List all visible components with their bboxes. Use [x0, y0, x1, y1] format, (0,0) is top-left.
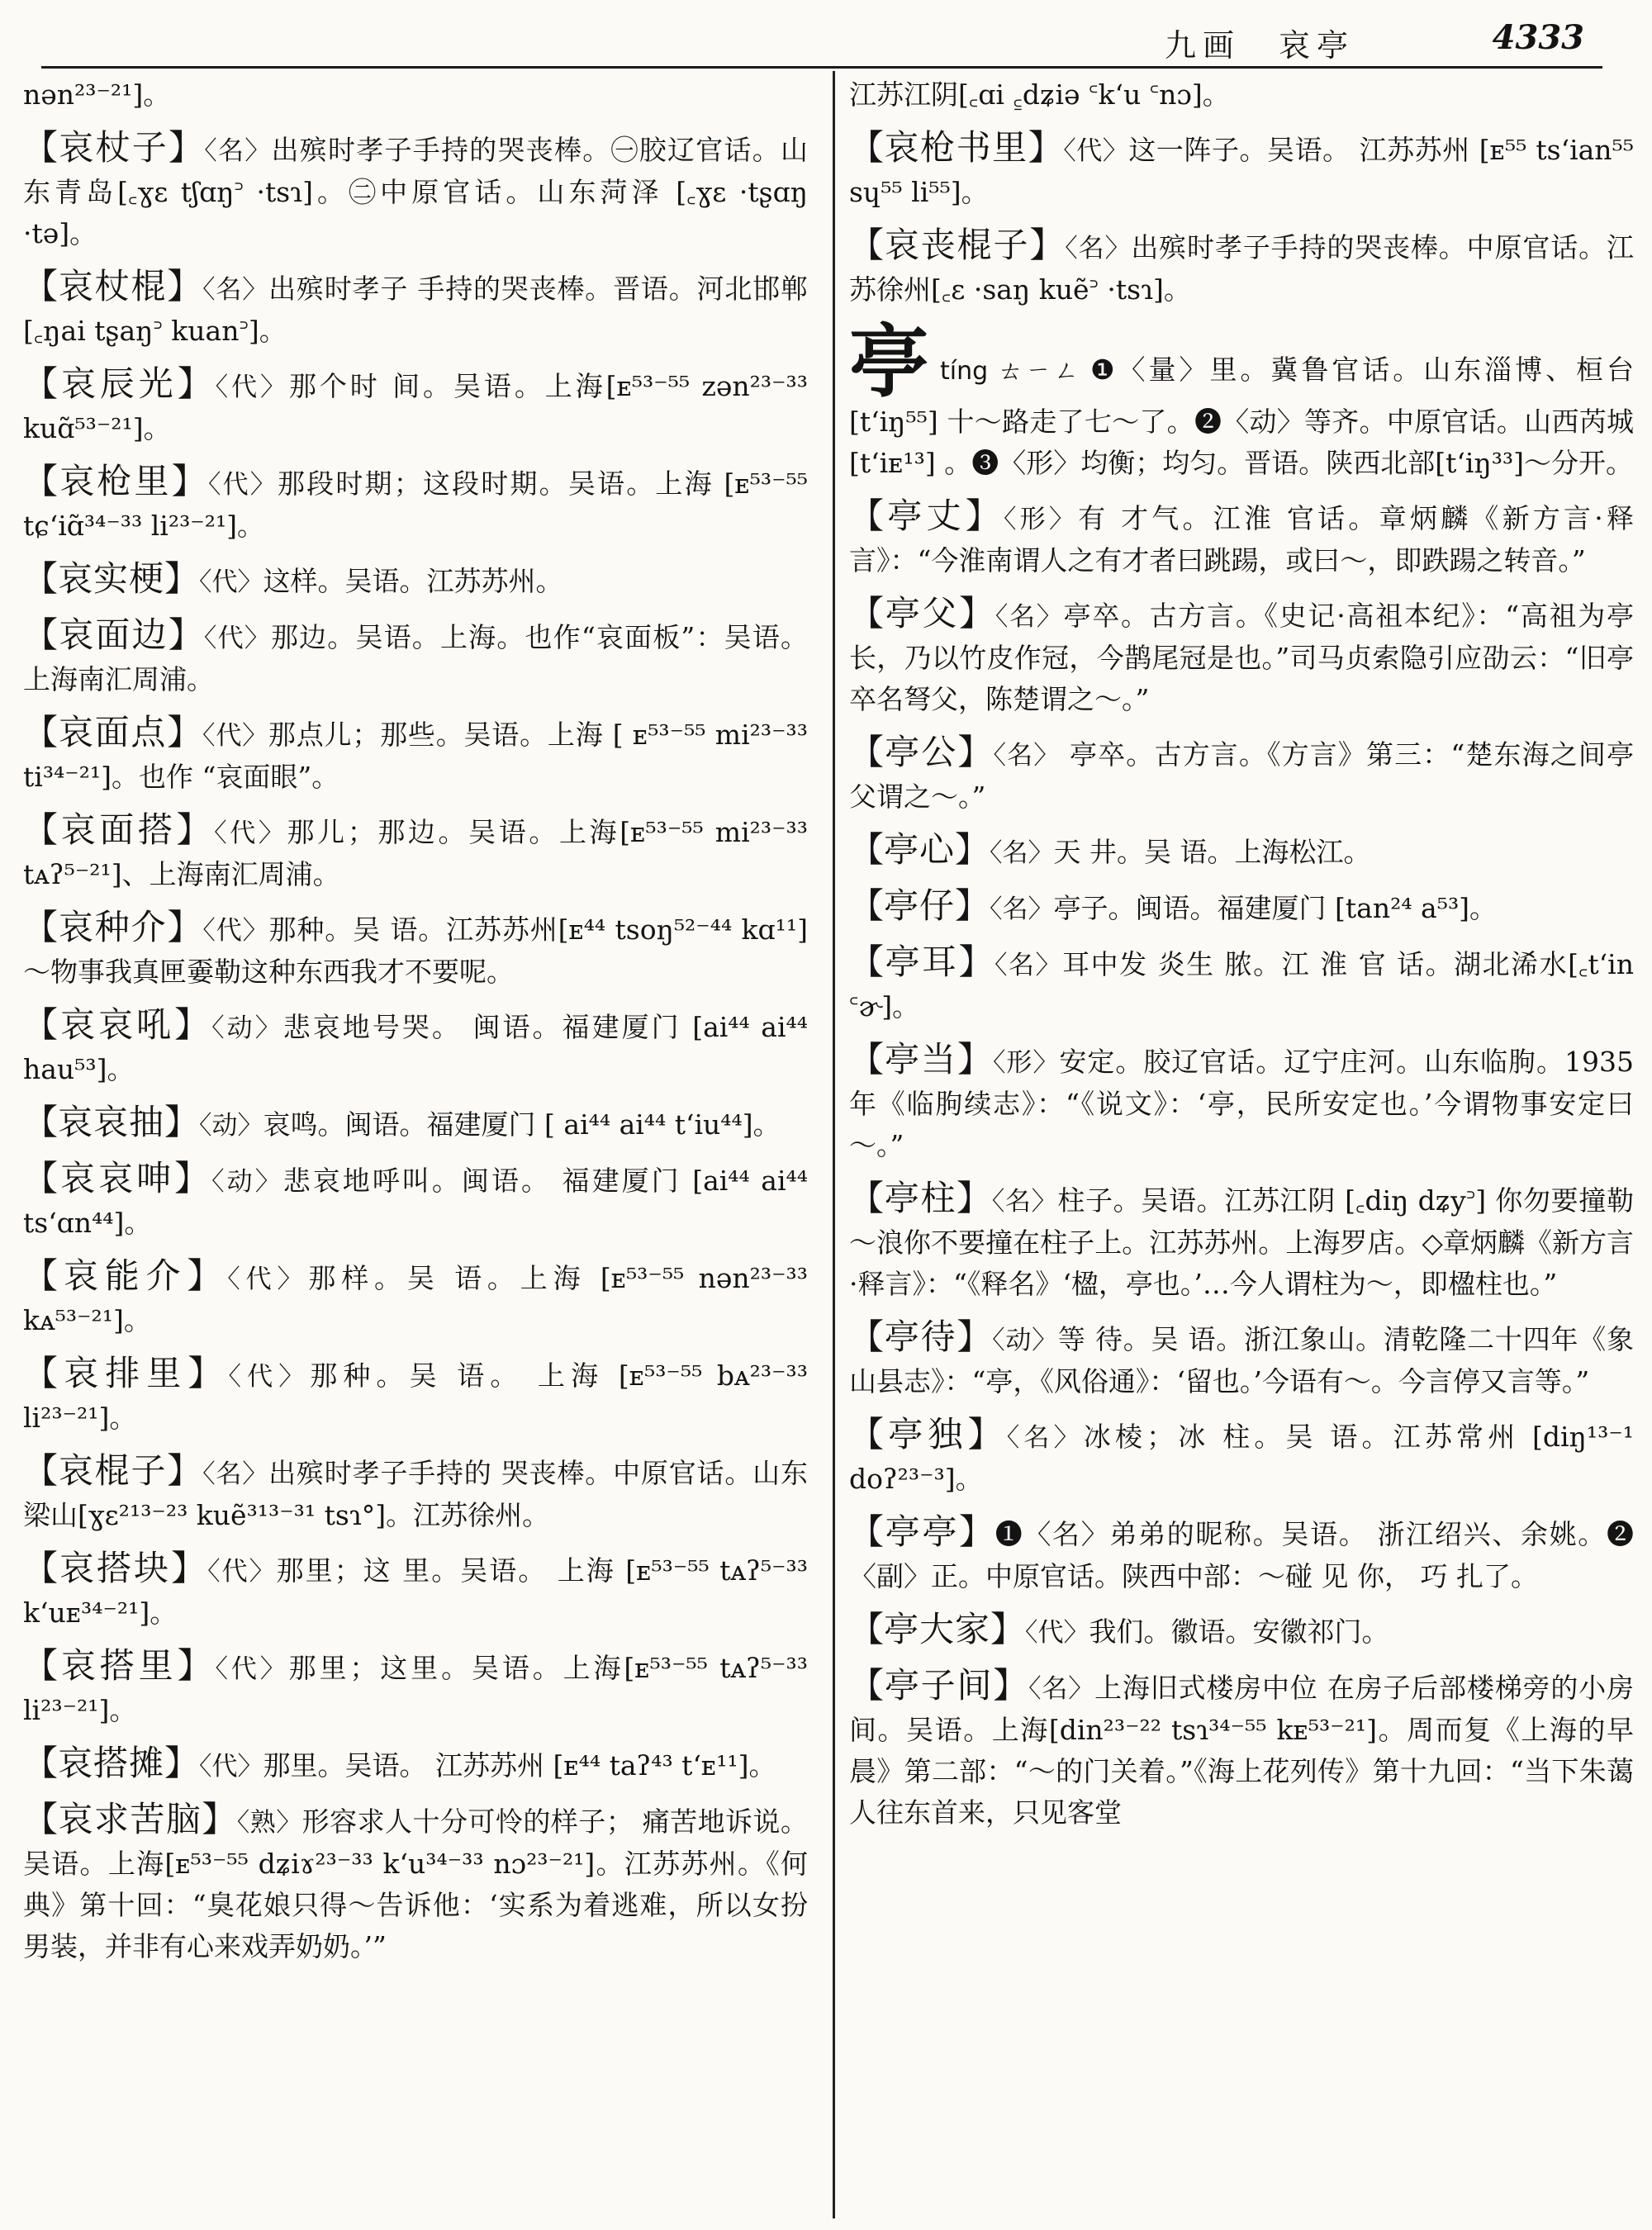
headword: 亭亭 — [885, 1511, 960, 1552]
part-of-speech: 〈名〉 — [995, 602, 1064, 632]
headword: 亭独 — [888, 1414, 968, 1454]
headword: 亭耳 — [885, 942, 959, 982]
head-character-entry — [849, 315, 1635, 484]
dictionary-entry — [23, 809, 808, 895]
headword: 哀面搭 — [60, 809, 177, 850]
head-bopomofo: ㄊㄧㄥ — [995, 357, 1082, 386]
headword-close-bracket: 】 — [958, 942, 995, 982]
headword-open-bracket: 【 — [23, 1255, 64, 1296]
dictionary-entry — [23, 363, 808, 449]
headword: 哀种介 — [58, 907, 168, 947]
headword-open-bracket: 【 — [849, 1609, 885, 1649]
column-divider — [833, 71, 835, 2218]
headword-open-bracket: 【 — [23, 1799, 59, 1839]
headword: 哀枪里 — [59, 461, 172, 501]
headword-close-bracket: 】 — [1028, 127, 1064, 168]
headword-close-bracket: 】 — [177, 1645, 216, 1686]
headword-open-bracket: 【 — [849, 127, 885, 168]
right-column — [849, 74, 1634, 1845]
entry-definition: 那样。吴 语。上海 [ᴇ⁵³⁻⁵⁵ nən²³⁻³³ kᴀ⁵³⁻²¹]。 — [23, 1262, 808, 1336]
part-of-speech: 〈代〉 — [199, 1752, 263, 1782]
entry-definition: 我们。徽语。安徽祁门。 — [1089, 1616, 1389, 1648]
headword-open-bracket: 【 — [849, 1665, 885, 1706]
headword-close-bracket: 】 — [164, 1743, 200, 1783]
dictionary-entry — [23, 1255, 808, 1341]
part-of-speech: 〈动〉 — [992, 1326, 1058, 1355]
part-of-speech: 〈代〉 — [227, 1264, 309, 1294]
headword: 哀搭块 — [59, 1548, 172, 1588]
dictionary-entry — [23, 1004, 808, 1090]
head-pinyin: tíng — [939, 357, 989, 386]
part-of-speech: 〈动〉 — [199, 1111, 263, 1141]
dictionary-entry — [23, 614, 808, 700]
headword-close-bracket: 】 — [171, 461, 208, 501]
headword-close-bracket: 】 — [990, 1609, 1026, 1649]
headword-close-bracket: 】 — [993, 1665, 1029, 1706]
part-of-speech: 〈代〉 — [202, 916, 269, 946]
entry-definition: 那点儿；那些。吴语。上海 [ ᴇ⁵³⁻⁵⁵ mi²³⁻³³ ti³⁴⁻²¹]。也作 “哀面眼”。 — [23, 719, 808, 793]
entry-definition: 安定。胶辽官话。辽宁庄河。山东临朐。1935年《临朐续志》：“《说文》：‘亭，民所安定也。’今谓物事安定曰～。” — [849, 1046, 1634, 1161]
headword-open-bracket: 【 — [23, 266, 59, 306]
running-head: 九画 哀亭 — [1164, 27, 1355, 64]
headword-close-bracket: 】 — [167, 907, 203, 947]
headword-open-bracket: 【 — [849, 732, 885, 772]
headword-open-bracket: 【 — [849, 885, 885, 926]
part-of-speech: 〈代〉 — [214, 818, 287, 848]
entry-definition: 等 待。吴 语。浙江象山。清乾隆二十四年《象山县志》：“亭，《风俗通》：‘留也。’今语有～。今言停又言等。” — [849, 1323, 1635, 1397]
headword-close-bracket: 】 — [167, 712, 203, 752]
headword-open-bracket: 【 — [849, 496, 888, 536]
headword-open-bracket: 【 — [23, 1743, 59, 1783]
headword: 哀哀呻 — [60, 1158, 175, 1198]
headword: 哀杖子 — [59, 127, 169, 168]
headword-open-bracket: 【 — [849, 942, 885, 982]
headword-close-bracket: 】 — [176, 809, 215, 850]
dictionary-entry — [23, 712, 808, 798]
part-of-speech: 〈名〉 — [1028, 1674, 1095, 1704]
headword-open-bracket: 【 — [23, 1548, 60, 1588]
headword: 亭子间 — [884, 1665, 994, 1706]
headword: 亭柱 — [884, 1178, 957, 1218]
headword: 哀哀吼 — [60, 1004, 175, 1045]
dictionary-entry — [849, 942, 1634, 1027]
headword: 哀哀抽 — [58, 1102, 165, 1142]
entry-definition: 哀鸣。闽语。福建厦门 [ ai⁴⁴ ai⁴⁴ tʻiu⁴⁴]。 — [263, 1108, 781, 1141]
headword-open-bracket: 【 — [23, 809, 61, 850]
part-of-speech: 〈代〉 — [1063, 136, 1129, 166]
part-of-speech: 〈名〉 — [995, 951, 1063, 980]
entry-definition: 形容求人十分可怜的样子； 痛苦地诉说。吴语。上海[ᴇ⁵³⁻⁵⁵ dʑiɤ²³⁻³³ kʻu³⁴⁻³³ nɔ²³⁻²¹]。江苏苏州。《何典》第十回：“臭花娘只得～告诉他：‘实系为着逃难，所以女扮男装，并非有心来戏弄奶奶。’” — [23, 1805, 808, 1962]
headword-open-bracket: 【 — [23, 558, 59, 599]
headword-close-bracket: 】 — [955, 885, 990, 926]
dictionary-entry — [23, 127, 808, 254]
headword-open-bracket: 【 — [849, 1511, 885, 1552]
headword: 亭心 — [884, 829, 956, 870]
headword-close-bracket: 】 — [171, 1548, 208, 1588]
dictionary-entry — [23, 1450, 808, 1536]
dictionary-entry — [23, 907, 808, 993]
dictionary-entry — [849, 1039, 1634, 1166]
headword: 哀搭里 — [60, 1645, 178, 1686]
headword: 哀辰光 — [60, 363, 178, 404]
headword-close-bracket: 】 — [167, 1450, 203, 1491]
entry-definition: 亭卒。古方言。《史记·高祖本纪》：“高祖为亭长，乃以竹皮作冠，今鹊尾冠是也。”司马贞索隐引应劭云：“旧亭卒名弩父，陈楚谓之～。” — [849, 600, 1634, 715]
headword-close-bracket: 】 — [174, 1158, 212, 1198]
headword: 哀实梗 — [58, 558, 165, 599]
entry-definition: ❶〈量〉里。冀鲁官话。山东淄博、桓台[tʻiŋ⁵⁵] 十～路走了七～了。❷〈动〉等齐。中原官话。山西芮城 [tʻiᴇ¹³] 。❸〈形〉均衡；均匀。晋语。陕西北部[tʻiŋ³³]～分开。 — [849, 353, 1635, 479]
dictionary-entry — [849, 732, 1634, 818]
part-of-speech: 〈名〉 — [991, 1187, 1058, 1217]
dictionary-entry — [849, 1665, 1634, 1834]
headword-close-bracket: 】 — [168, 614, 204, 655]
headword-close-bracket: 】 — [955, 829, 990, 870]
part-of-speech: 〈名〉 — [202, 275, 269, 305]
headword-close-bracket: 】 — [957, 1178, 992, 1218]
part-of-speech: 〈代〉 — [207, 1557, 277, 1587]
entry-definition: 有 才气。江淮 官话。章炳麟《新方言·释言》：“今淮南谓人之有才者曰跳踼，或曰～，即跌踼之转音。” — [849, 502, 1634, 576]
entry-definition: ❶〈名〉弟弟的昵称。吴语。 浙江绍兴、余姚。❷〈副〉正。中原官话。陕西中部：～碰 见 你， 巧 扎了。 — [849, 1518, 1634, 1592]
headword-close-bracket: 】 — [202, 1799, 237, 1839]
head-character: 亭 — [849, 315, 932, 408]
headword: 哀枪书里 — [884, 127, 1028, 168]
entry-continuation: 江苏江阴[꜀ɑi ꜁dʑiə ꜂kʻu ꜂nɔ]。 — [849, 78, 1230, 111]
headword-open-bracket: 【 — [849, 1039, 885, 1079]
headword: 哀杖棍 — [58, 266, 168, 306]
entry-definition: 冰棱；冰 柱。吴 语。江苏常州 [diŋ¹³⁻¹ doʔ²³⁻³]。 — [849, 1421, 1634, 1495]
part-of-speech: 〈代〉 — [207, 470, 278, 500]
part-of-speech: 〈名〉 — [990, 894, 1054, 924]
dictionary-entry — [23, 1353, 808, 1439]
headword-close-bracket: 】 — [1029, 225, 1066, 265]
entry-definition: 悲哀地号哭。 闽语。福建厦门 [ai⁴⁴ ai⁴⁴ hau⁵³]。 — [23, 1011, 808, 1085]
entry-definition: 上海旧式楼房中位 在房子后部楼梯旁的小房间。吴语。上海[din²³⁻²² tsɿ³⁴⁻⁵⁵ kᴇ⁵³⁻²¹]。周而复《上海的早晨》第二部：“～的门关着。”《海上花列传》第十九回：“当下朱蔼人往东首来，只见客堂 — [849, 1672, 1635, 1829]
headword-close-bracket: 】 — [169, 127, 205, 168]
entry-definition: 那里；这里。吴语。上海[ᴇ⁵³⁻⁵⁵ tᴀʔ⁵⁻³³ li²³⁻²¹]。 — [23, 1652, 808, 1726]
headword-open-bracket: 【 — [23, 461, 60, 501]
entry-definition: 出殡时孝子手持的哭丧棒。中原官话。江苏徐州[꜀ɛ ·saŋ kuẽ꜄ ·tsɿ]。 — [849, 231, 1634, 306]
dictionary-entry — [849, 1414, 1634, 1500]
headword-close-bracket: 】 — [167, 266, 203, 306]
entry-definition: 那里。吴语。 江苏苏州 [ᴇ⁴⁴ taʔ⁴³ tʻᴇ¹¹]。 — [263, 1749, 776, 1782]
dictionary-entry — [849, 1511, 1634, 1597]
part-of-speech: 〈代〉 — [202, 721, 268, 751]
part-of-speech: 〈动〉 — [211, 1013, 283, 1043]
headword: 亭父 — [885, 593, 960, 633]
dictionary-entry — [849, 127, 1634, 213]
entry-definition: 那儿；那边。吴语。上海[ᴇ⁵³⁻⁵⁵ mi²³⁻³³ tᴀʔ⁵⁻²¹]、上海南汇周浦。 — [23, 816, 808, 890]
headword: 哀面点 — [58, 712, 168, 752]
dictionary-entry — [23, 1548, 808, 1634]
dictionary-entry — [23, 558, 808, 603]
headword-close-bracket: 】 — [965, 496, 1004, 536]
entry-definition: 悲哀地呼叫。闽语。 福建厦门 [ai⁴⁴ ai⁴⁴ tsʻɑn⁴⁴]。 — [23, 1165, 808, 1239]
part-of-speech: 〈名〉 — [202, 1459, 269, 1489]
dictionary-entry — [849, 1317, 1634, 1402]
headword-open-bracket: 【 — [23, 614, 59, 655]
part-of-speech: 〈代〉 — [215, 372, 289, 402]
entry-continuation: nən²³⁻²¹]。 — [23, 78, 171, 111]
headword-open-bracket: 【 — [849, 1414, 889, 1454]
headword-close-bracket: 】 — [967, 1414, 1007, 1454]
headword-close-bracket: 】 — [164, 1102, 200, 1142]
entry-definition: 亭子。闽语。福建厦门 [tan²⁴ a⁵³]。 — [1053, 892, 1498, 924]
headword: 哀面边 — [59, 614, 169, 655]
headword-open-bracket: 【 — [23, 1645, 61, 1686]
dictionary-entry — [23, 1645, 808, 1731]
left-column — [23, 74, 808, 1979]
headword-open-bracket: 【 — [849, 225, 885, 265]
dictionary-entry — [23, 266, 808, 352]
entry-definition: 这一阵子。吴语。 江苏苏州 [ᴇ⁵⁵ tsʻian⁵⁵ sɥ⁵⁵ li⁵⁵]。 — [849, 134, 1635, 208]
headword-close-bracket: 】 — [188, 1353, 229, 1393]
dictionary-entry — [23, 1743, 808, 1787]
headword-close-bracket: 】 — [164, 558, 200, 599]
headword-open-bracket: 【 — [23, 1353, 64, 1393]
dictionary-entry — [849, 225, 1634, 311]
entry-definition: 那个时 间。吴语。上海[ᴇ⁵³⁻⁵⁵ zən²³⁻³³ kuɑ̃⁵³⁻²¹]。 — [23, 370, 808, 444]
part-of-speech: 〈名〉 — [1006, 1423, 1084, 1453]
headword-close-bracket: 】 — [957, 1039, 993, 1079]
headword: 亭当 — [884, 1039, 957, 1079]
part-of-speech: 〈熟〉 — [236, 1808, 302, 1838]
headword: 哀求苦脑 — [58, 1799, 202, 1839]
headword-close-bracket: 】 — [957, 732, 994, 772]
headword: 哀搭摊 — [58, 1743, 165, 1783]
dictionary-entry — [849, 593, 1634, 720]
headword: 哀棍子 — [58, 1450, 168, 1491]
headword-open-bracket: 【 — [849, 829, 885, 870]
headword-open-bracket: 【 — [23, 907, 59, 947]
part-of-speech: 〈形〉 — [992, 1048, 1060, 1078]
headword: 亭大家 — [884, 1609, 991, 1649]
page-header — [41, 15, 1602, 69]
entry-definition: 那种。吴 语。江苏苏州[ᴇ⁴⁴ tsoŋ⁵²⁻⁴⁴ kɑ¹¹]～物事我真匣嫑勒这种东西我才不要呢。 — [23, 913, 808, 988]
entry-definition: 那里；这 里。吴语。 上海 [ᴇ⁵³⁻⁵⁵ tᴀʔ⁵⁻³³ kʻuᴇ³⁴⁻²¹]。 — [23, 1554, 808, 1629]
part-of-speech: 〈形〉 — [1003, 505, 1079, 534]
dictionary-entry — [849, 496, 1634, 581]
entry-definition: 亭卒。古方言。《方言》第三：“楚东海之间亭父谓之～。” — [849, 738, 1634, 813]
part-of-speech: 〈动〉 — [211, 1167, 283, 1197]
entry-definition: 耳中发 炎生 脓。江 淮 官 话。湖北浠水[꜀tʻin ꜂ɚ]。 — [849, 948, 1634, 1022]
headword-open-bracket: 【 — [23, 1102, 59, 1142]
headword: 哀丧棍子 — [884, 225, 1030, 265]
dictionary-entry — [23, 461, 808, 547]
headword: 亭丈 — [887, 496, 966, 536]
headword-open-bracket: 【 — [23, 1004, 61, 1045]
headword-open-bracket: 【 — [23, 712, 59, 752]
page-number: 4333 — [1492, 18, 1584, 57]
part-of-speech: 〈代〉 — [228, 1362, 311, 1392]
entry-definition: 柱子。吴语。江苏江阴 [꜀diŋ dʑy꜄] 你勿要撞勒～浪你不要撞在柱子上。江苏苏州。上海罗店。◇章炳麟《新方言·释言》：“《释名》‘楹，亭也。’…今人谓柱为～，即楹柱也。” — [849, 1184, 1634, 1300]
headword: 亭仔 — [884, 885, 956, 926]
headword-close-bracket: 】 — [959, 593, 995, 633]
headword-open-bracket: 【 — [849, 1317, 885, 1357]
part-of-speech: 〈代〉 — [199, 567, 263, 597]
part-of-speech: 〈代〉 — [1025, 1618, 1089, 1648]
part-of-speech: 〈代〉 — [215, 1654, 289, 1684]
entry-definition: 那边。吴语。上海。也作“哀面板”：吴语。上海南汇周浦。 — [23, 621, 808, 695]
headword-close-bracket: 】 — [174, 1004, 212, 1045]
headword-open-bracket: 【 — [23, 363, 61, 404]
headword: 亭公 — [885, 732, 958, 772]
part-of-speech: 〈代〉 — [203, 624, 271, 653]
headword-close-bracket: 】 — [959, 1511, 995, 1552]
entry-definition: 出殡时孝子手持的 哭丧棒。中原官话。山东梁山[ɣɛ²¹³⁻²³ kuẽ³¹³⁻³¹ tsɿ°]。江苏徐州。 — [23, 1457, 809, 1531]
headword-close-bracket: 】 — [957, 1317, 993, 1357]
entry-definition: 那种。吴 语。 上海 [ᴇ⁵³⁻⁵⁵ bᴀ²³⁻³³ li²³⁻²¹]。 — [23, 1359, 808, 1434]
entry-definition: 出殡时孝子手持的哭丧棒。㊀胶辽官话。山东青岛[꜀ɣɛ tʃɑŋ꜄ ·tsɿ]。㊁中原官话。山东菏泽 [꜀ɣɛ ·tʂɑŋ ·tə]。 — [23, 134, 808, 249]
entry-definition: 出殡时孝子 手持的哭丧棒。晋语。河北邯郸[꜀ŋai tʂaŋ꜄ kuan꜄]。 — [23, 273, 809, 347]
entry-definition: 天 井。吴 语。上海松江。 — [1053, 836, 1371, 868]
part-of-speech: 〈名〉 — [990, 838, 1054, 868]
entry-definition: 那段时期；这段时期。吴语。上海 [ᴇ⁵³⁻⁵⁵ tɕʻiɑ̃³⁴⁻³³ li²³⁻²¹]。 — [23, 467, 808, 542]
dictionary-entry — [849, 885, 1634, 930]
dictionary-entry — [849, 1609, 1634, 1654]
headword: 哀排里 — [64, 1353, 188, 1393]
headword-close-bracket: 】 — [187, 1255, 228, 1296]
part-of-speech: 〈名〉 — [993, 741, 1061, 771]
headword-open-bracket: 【 — [849, 593, 885, 633]
dictionary-entry — [23, 1158, 808, 1244]
part-of-speech: 〈名〉 — [1065, 234, 1132, 263]
headword-open-bracket: 【 — [23, 1158, 61, 1198]
headword: 亭待 — [884, 1317, 957, 1357]
dictionary-entry — [849, 1178, 1634, 1305]
part-of-speech: 〈名〉 — [204, 136, 272, 166]
headword-open-bracket: 【 — [849, 1178, 885, 1218]
headword: 哀能介 — [63, 1255, 188, 1296]
headword-open-bracket: 【 — [23, 127, 59, 168]
dictionary-entry — [23, 1799, 808, 1967]
headword-open-bracket: 【 — [23, 1450, 59, 1491]
headword-close-bracket: 】 — [177, 363, 216, 404]
dictionary-entry — [23, 1102, 808, 1146]
entry-definition: 这样。吴语。江苏苏州。 — [263, 565, 563, 597]
dictionary-entry — [849, 829, 1634, 874]
